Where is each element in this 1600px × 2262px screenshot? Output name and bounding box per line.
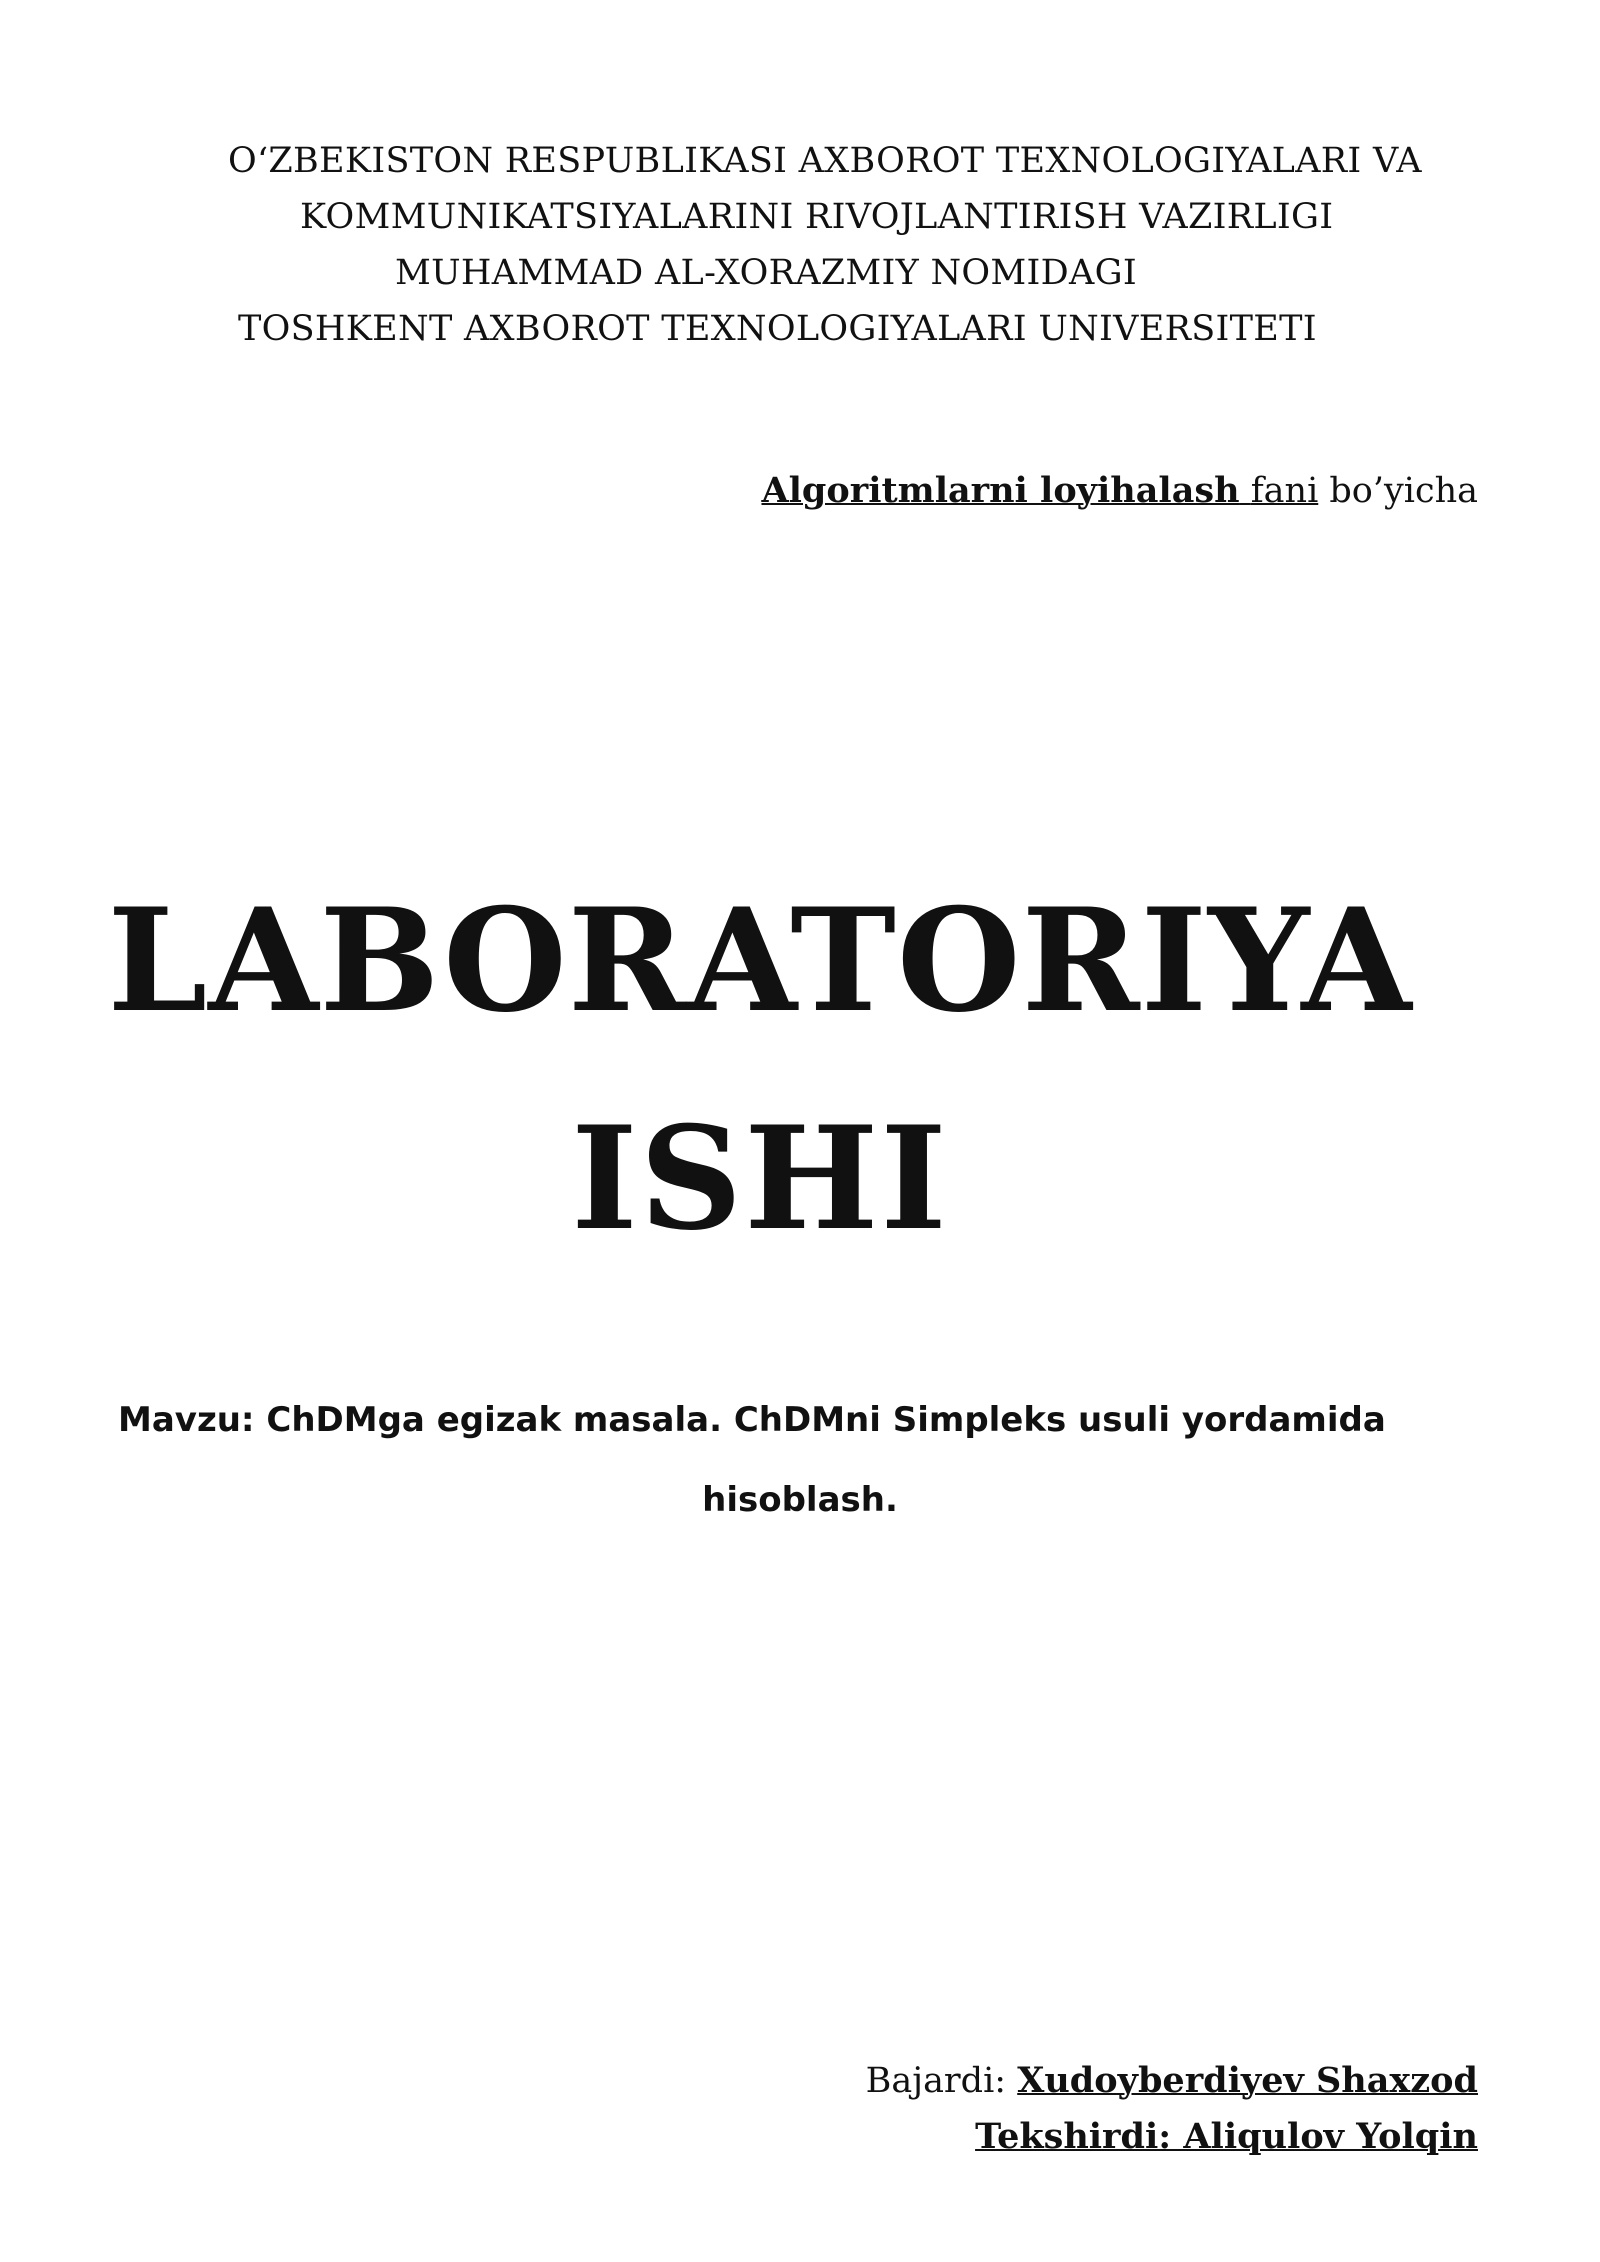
performed-name: Xudoyberdiyev Shaxzod <box>1017 2060 1478 2101</box>
header-line-ministry-1: O‘ZBEKISTON RESPUBLIKASI AXBOROT TEXNOLOGIYALARI VA <box>228 141 1422 181</box>
course-name: Algoritmlarni loyihalash <box>761 470 1240 511</box>
performed-by <box>866 2060 1478 2101</box>
topic-line-2: hisoblash. <box>702 1480 898 1520</box>
course-word-fani-space <box>1240 471 1251 511</box>
document-title-line-2: ISHI <box>571 1096 949 1262</box>
header-line-ministry-2: KOMMUNIKATSIYALARINI RIVOJLANTIRISH VAZIRLIGI <box>300 197 1334 237</box>
course-suffix: bo’yicha <box>1329 471 1478 511</box>
course-word-fani: fani <box>1250 471 1319 511</box>
topic-line-1: Mavzu: ChDMga egizak masala. ChDMni Simpleks usuli yordamida <box>118 1400 1386 1440</box>
course-subject-line <box>761 470 1478 511</box>
document-title-line-1: LABORATORIYA <box>107 878 1413 1044</box>
performed-label: Bajardi: <box>865 2061 1007 2101</box>
checked-by-text: Tekshirdi: Aliqulov Yolqin <box>975 2116 1478 2157</box>
checked-by <box>975 2116 1478 2157</box>
header-line-named-after: MUHAMMAD AL-XORAZMIY NOMIDAGI <box>395 253 1138 293</box>
header-line-university: TOSHKENT AXBOROT TEXNOLOGIYALARI UNIVERSITETI <box>238 309 1317 349</box>
